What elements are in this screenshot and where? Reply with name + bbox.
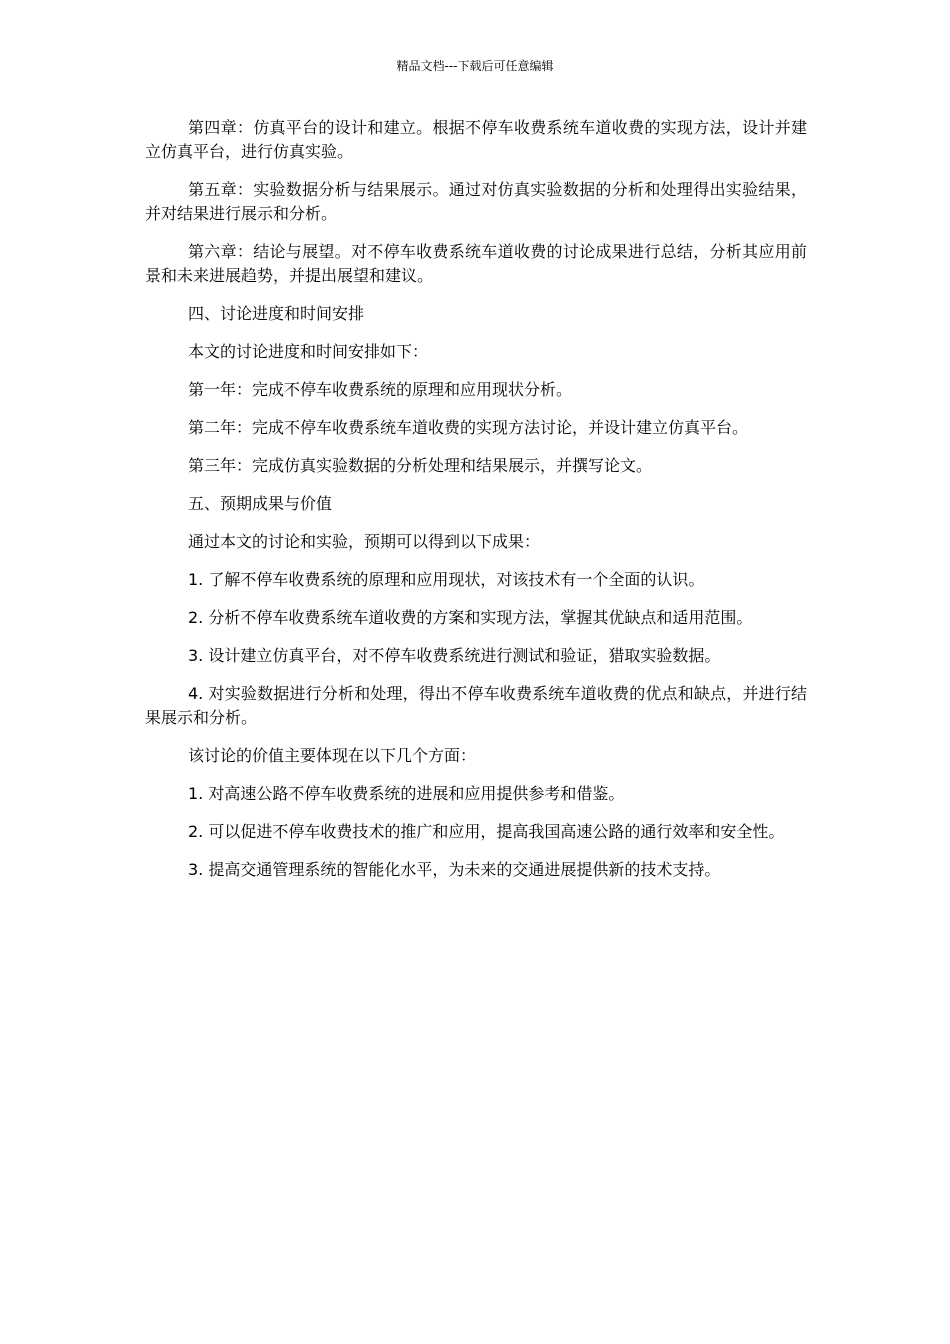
paragraph-chapter-4: 第四章：仿真平台的设计和建立。根据不停车收费系统车道收费的实现方法，设计并建立仿真平台，进行仿真实验。 <box>145 118 807 161</box>
document-body <box>145 116 807 896</box>
paragraph-chapter-6: 第六章：结论与展望。对不停车收费系统车道收费的讨论成果进行总结，分析其应用前景和未来进展趋势，并提出展望和建议。 <box>145 242 807 285</box>
paragraph-outcomes-intro: 通过本文的讨论和实验，预期可以得到以下成果： <box>188 532 541 551</box>
paragraph-schedule-intro: 本文的讨论进度和时间安排如下： <box>188 342 429 361</box>
page-header: 精品文档---下载后可任意编辑 <box>396 59 554 73</box>
list-item-value-2: 2. 可以促进不停车收费技术的推广和应用，提高我国高速公路的通行效率和安全性。 <box>188 822 785 841</box>
section-heading-schedule: 四、讨论进度和时间安排 <box>188 304 365 323</box>
list-item-outcome-3: 3. 设计建立仿真平台，对不停车收费系统进行测试和验证，猎取实验数据。 <box>188 646 721 665</box>
list-item-outcome-1: 1. 了解不停车收费系统的原理和应用现状，对该技术有一个全面的认识。 <box>188 570 705 589</box>
paragraph-chapter-5: 第五章：实验数据分析与结果展示。通过对仿真实验数据的分析和处理得出实验结果，并对结果进行展示和分析。 <box>145 180 807 223</box>
list-item-outcome-2: 2. 分析不停车收费系统车道收费的方案和实现方法，掌握其优缺点和适用范围。 <box>188 608 753 627</box>
list-item-value-3: 3. 提高交通管理系统的智能化水平，为未来的交通进展提供新的技术支持。 <box>188 860 721 879</box>
paragraph-year-2: 第二年：完成不停车收费系统车道收费的实现方法讨论，并设计建立仿真平台。 <box>188 418 749 437</box>
paragraph-year-3: 第三年：完成仿真实验数据的分析处理和结果展示，并撰写论文。 <box>188 456 653 475</box>
list-item-value-1: 1. 对高速公路不停车收费系统的进展和应用提供参考和借鉴。 <box>188 784 625 803</box>
paragraph-year-1: 第一年：完成不停车收费系统的原理和应用现状分析。 <box>188 380 573 399</box>
list-item-outcome-4: 4. 对实验数据进行分析和处理，得出不停车收费系统车道收费的优点和缺点，并进行结果展示和分析。 <box>145 684 807 727</box>
section-heading-outcomes: 五、预期成果与价值 <box>188 494 333 513</box>
paragraph-value-intro: 该讨论的价值主要体现在以下几个方面： <box>188 746 477 765</box>
